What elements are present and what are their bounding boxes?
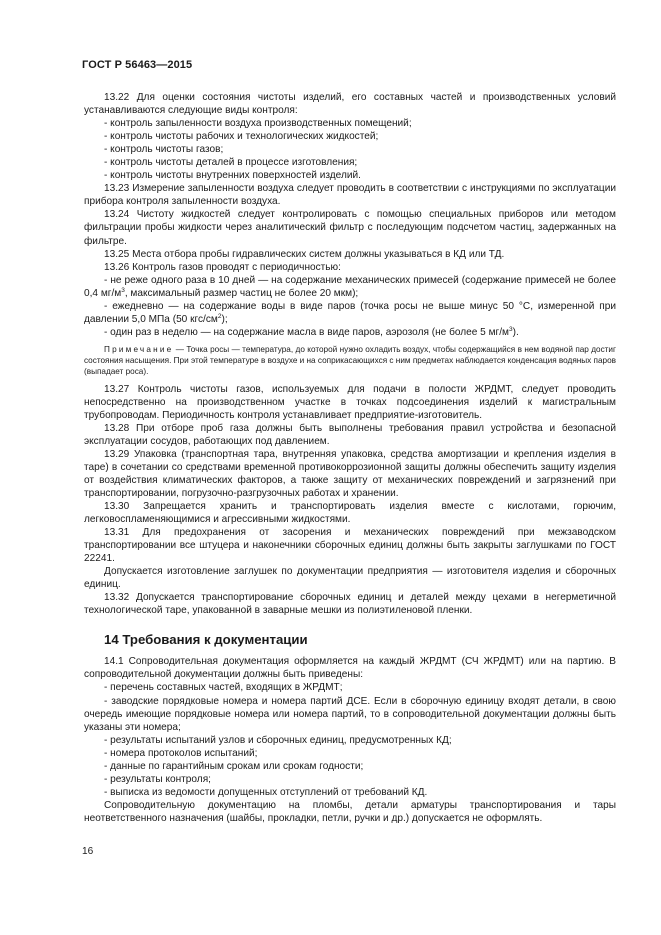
list-item: - перечень составных частей, входящих в ЖРДМТ; (104, 682, 343, 694)
paragraph-13-23: 13.23 Измерение запыленности воздуха следует проводить в соответствии с инструкциями по эксплуатации прибора контроля запыленности воздуха. (84, 183, 616, 208)
paragraph-13-24: 13.24 Чистоту жидкостей следует контролировать с помощью специальных приборов или методом фильтрации пробы жидкости через аналитический фильтр с последующим подсчетом частиц, задержанных на фильтре. (84, 209, 616, 247)
list-item: - контроль чистоты деталей в процессе изготовления; (104, 157, 358, 169)
paragraph-13-28: 13.28 При отборе проб газа должны быть выполнены требования правил устройства и безопасной эксплуатации сосудов, работающих под давлением. (84, 422, 616, 447)
list-item: - результаты контроля; (104, 773, 211, 785)
text-fragment: ); (221, 313, 228, 325)
section-14-title: 14 Требования к документации (104, 632, 308, 648)
list-item: - заводские порядковые номера и номера партий ДСЕ. Если в сборочную единицу входят детали, в свою очередь имеющие порядковые номера или номера партий, то в сопроводительной документации должны быть указаны эти номера; (84, 695, 616, 733)
paragraph-13-26: 13.26 Контроль газов проводят с периодичностью: (104, 261, 341, 273)
list-item: - контроль чистоты внутренних поверхностей изделий. (104, 170, 361, 182)
note-text: — Точка росы — температура, до которой нужно охладить воздух, чтобы содержащийся в нем водяной пар достиг состояния насыщения. При этой температуре в воздухе и на соприкасающихся с ним предметах наблюдается конденсация водяных паров (выпадает роса). (84, 344, 616, 377)
page-number: 16 (82, 846, 94, 857)
page-content (84, 91, 616, 825)
paragraph-13-29: 13.29 Упаковка (транспортная тара, внутренняя упаковка, средства амортизации и крепления изделия в таре) в сочетании со средствами временной противокоррозионной защиты должны обеспечить защиту изделия от воздействия климатических факторов, а также защиту от механических повреждений и загрязнений при транспортировании, погрузочно-разгрузочных работах и хранении. (84, 448, 616, 499)
text-fragment: - ежедневно — на содержание воды в виде паров (точка росы не выше минус 50 °С, измеренной при давлении 5,0 МПа (50 кгс/см (84, 300, 616, 325)
superscript: 3 (121, 286, 125, 294)
paragraph-14-last: Сопроводительную документацию на пломбы, детали арматуры транспортирования и тары неответственного назначения (шайбы, прокладки, петли, ручки и др.) допускается не оформлять. (84, 799, 616, 824)
list-item: - контроль запыленности воздуха производственных помещений; (104, 118, 412, 130)
note-label: Примечание (104, 344, 174, 354)
paragraph-14-1: 14.1 Сопроводительная документация оформляется на каждый ЖРДМТ (СЧ ЖРДМТ) или на партию. В сопроводительной документации должны быть приведены: (84, 656, 616, 681)
paragraph-13-27: 13.27 Контроль чистоты газов, используемых для подачи в полости ЖРДМТ, следует проводить непосредственно на производственном участке в точках подсоединения изделий к магистральным трубопроводам. Периодичность контроля устанавливает предприятие-изготовитель. (84, 383, 616, 421)
list-item: - номера протоколов испытаний; (104, 747, 258, 759)
superscript: 3 (508, 325, 513, 333)
note-paragraph (84, 344, 616, 378)
text-fragment: - один раз в неделю — на содержание масла в виде паров, аэрозоля (не более 5 мг/м (104, 326, 509, 338)
paragraph-13-22: 13.22 Для оценки состояния чистоты изделий, его составных частей и производственных условий устанавливаются следующие виды контроля: (84, 92, 616, 117)
list-item: - контроль чистоты газов; (104, 144, 224, 156)
list-item-gas-oil (84, 326, 616, 339)
document-id-header: ГОСТ Р 56463—2015 (82, 59, 193, 71)
paragraph-13-31: 13.31 Для предохранения от засорения и механических повреждений при межзаводском транспортировании все штуцера и наконечники сборочных единиц должны быть закрыты заглушками по ГОСТ 22241. (84, 527, 616, 565)
list-item: - выписка из ведомости допущенных отступлений от требований КД. (104, 786, 428, 798)
paragraph-13-31-note: Допускается изготовление заглушек по документации предприятия — изготовителя изделия и сборочных единиц. (84, 566, 616, 591)
list-item: - контроль чистоты рабочих и технологических жидкостей; (104, 131, 379, 143)
list-item-gas-impurities (84, 274, 616, 300)
list-item-gas-water (84, 300, 616, 326)
text-fragment: ). (512, 326, 519, 338)
list-item: - данные по гарантийным срокам или срокам годности; (104, 760, 364, 772)
paragraph-13-32: 13.32 Допускается транспортирование сборочных единиц и деталей между цехами в негерметичной технологической таре, упакованной в заварные мешки из полиэтиленовой пленки. (84, 592, 616, 617)
text-fragment: , максимальный размер частиц не более 20 мкм); (124, 287, 359, 299)
paragraph-13-30: 13.30 Запрещается хранить и транспортировать изделия вместе с кислотами, горючим, легковоспламеняющимися и агрессивными жидкостями. (84, 500, 616, 525)
list-item: - результаты испытаний узлов и сборочных единиц, предусмотренных КД; (104, 734, 452, 746)
paragraph-13-25: 13.25 Места отбора пробы гидравлических систем должны указываться в КД или ТД. (104, 248, 505, 260)
superscript: 2 (217, 312, 222, 320)
text-fragment: - не реже одного раза в 10 дней — на содержание механических примесей (содержание примесей не более 0,4 мг/м (84, 274, 616, 299)
